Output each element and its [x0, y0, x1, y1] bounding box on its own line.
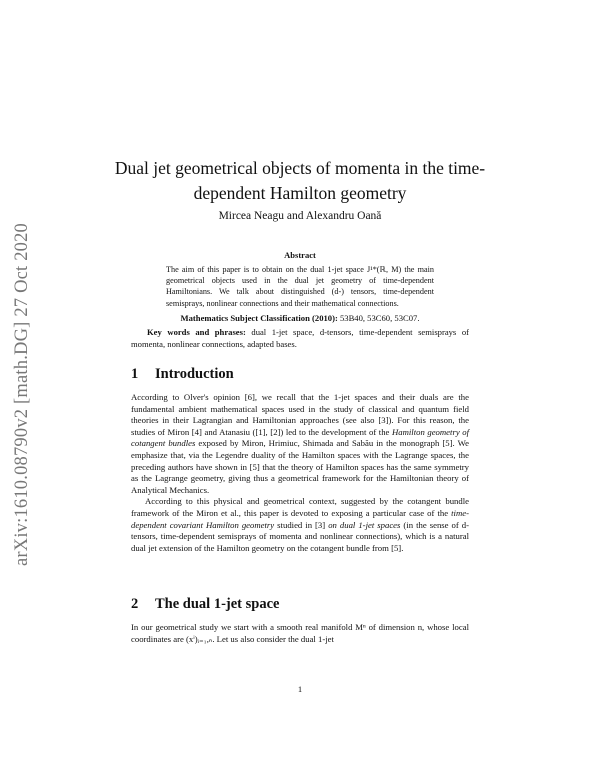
intro-paragraph-1	[131, 392, 469, 496]
keywords-line	[131, 326, 469, 350]
text-run: According to Olver's opinion [6], we recall that the 1-jet spaces and their duals are the fundamental ambient mathematical spaces used in the study of classical and quantum field theories in their Lagrangian and Hamiltonian approaches (see also [3]). For this reason, the studies of Miron [4] and Atanasiu ([1], [2]) led to the development of the	[131, 392, 469, 437]
section-title: The dual 1-jet space	[155, 596, 280, 612]
introduction-body	[131, 392, 469, 554]
arxiv-sidebar-stamp: arXiv:1610.08790v2 [math.DG] 27 Oct 2020	[12, 222, 32, 566]
section-heading-introduction	[131, 366, 234, 383]
text-run: (in the sense of d-tensors, time-dependent semisprays of momenta and nonlinear connections), which is a natural dual jet extension of the Hamilton geometry on the cotangent bundle from [5].	[131, 519, 470, 553]
paper-authors: Mircea Neagu and Alexandru Oană	[218, 210, 382, 222]
keywords-label: Key words and phrases:	[147, 327, 246, 337]
section-number: 1	[131, 366, 139, 382]
section-title: Introduction	[155, 366, 234, 382]
page-number: 1	[297, 684, 303, 694]
intro-paragraph-2	[131, 496, 469, 554]
emphasis-run: on dual 1-jet spaces	[328, 519, 401, 530]
emphasis-run: time-dependent covariant Hamilton geometry	[131, 507, 469, 530]
section2-paragraph-1: In our geometrical study we start with a smooth real manifold Mⁿ of dimension n, whose local coordinates are (xⁱ)ᵢ₌₁,ₙ. Let us also consider the dual 1-jet	[131, 622, 469, 644]
msc-value: 53B40, 53C60, 53C07.	[339, 313, 420, 323]
section-heading-dual-jet-space	[131, 596, 279, 613]
abstract-heading: Abstract	[284, 250, 316, 260]
section-number: 2	[131, 596, 139, 612]
msc-line	[100, 313, 500, 323]
text-run: studied in [3]	[274, 519, 329, 530]
text-run: According to this physical and geometrical context, suggested by the cotangent bundle framework of the Miron et al., this paper is devoted to exposing a particular case of the	[131, 496, 469, 518]
abstract-text: The aim of this paper is to obtain on the dual 1-jet space J¹*(ℝ, M) the main geometrical objects used in the dual jet geometry of time-dependent Hamiltonians. We talk about distinguished (d-) tensors, time-dependent semisprays, nonlinear connections and their mathematical connections.	[166, 265, 434, 308]
emphasis-run: Hamilton geometry of cotangent bundles	[131, 426, 469, 449]
text-run: exposed by Miron, Hrimiuc, Shimada and Sabău in the monograph [5]. We emphasize that, via the Legendre duality of the Hamilton spaces with the Lagrange spaces, the preceding authors have shown in [5] that the theory of Hamilton spaces has the same symmetry as the Lagrange geometry, giving thus a geometrical framework for the Hamiltonian theory of Analytical Mechanics.	[131, 438, 469, 495]
paper-title: Dual jet geometrical objects of momenta in the time-dependent Hamilton geometry	[114, 158, 486, 203]
section2-body	[131, 622, 469, 645]
keywords-value: dual 1-jet space, d-tensors, time-dependent semisprays of momenta, nonlinear connections, adapted bases.	[131, 327, 469, 349]
msc-label: Mathematics Subject Classification (2010):	[180, 313, 338, 323]
